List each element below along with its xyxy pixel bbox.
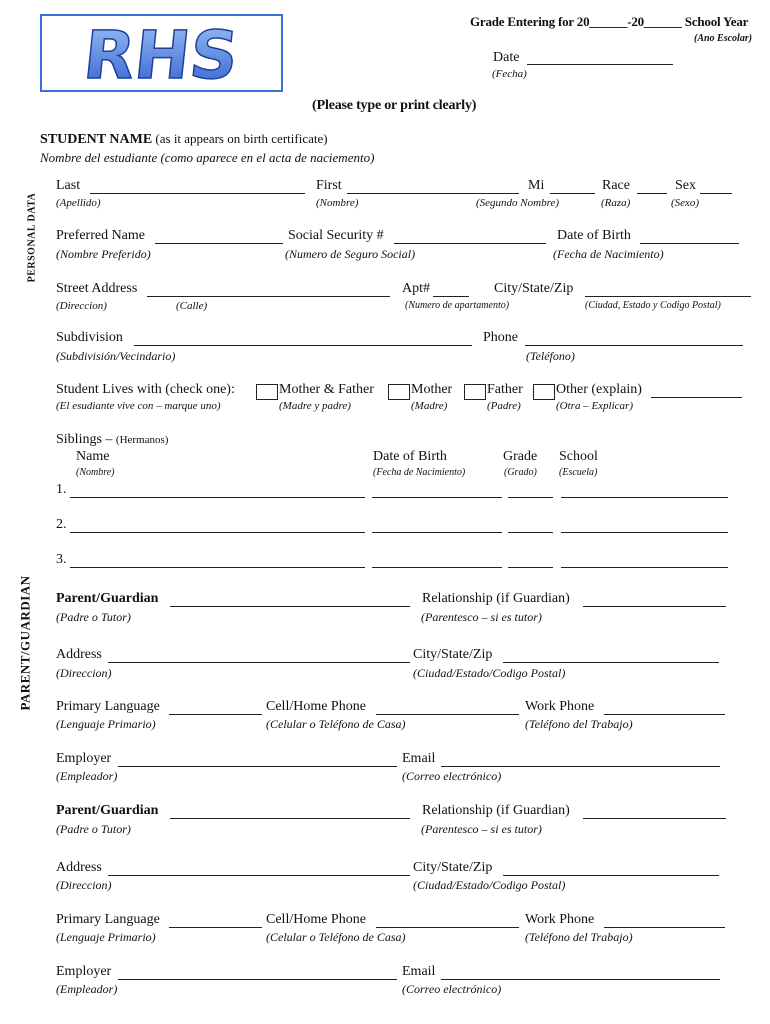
guardian1-email-field[interactable] <box>441 766 720 767</box>
guardian1-cell-es: (Celular o Teléfono de Casa) <box>266 717 406 731</box>
guardian2-employer-label: Employer <box>56 964 112 979</box>
guardian1-cell-field[interactable] <box>376 714 519 715</box>
sibling-3-dob-field[interactable] <box>372 567 502 568</box>
guardian2-cell-es: (Celular o Teléfono de Casa) <box>266 930 406 944</box>
guardian2-work-label: Work Phone <box>525 912 595 927</box>
sibling-2-number: 2. <box>56 517 67 532</box>
street-es-2: (Calle) <box>176 300 208 312</box>
phone-label: Phone <box>483 330 518 345</box>
guardian1-address-es: (Direccion) <box>56 666 112 680</box>
sibling-name-header: Name <box>76 449 110 464</box>
guardian2-language-field[interactable] <box>169 927 262 928</box>
ssn-es: (Numero de Seguro Social) <box>285 247 416 261</box>
subdivision-label: Subdivision <box>56 330 123 345</box>
guardian2-relationship-label: Relationship (if Guardian) <box>422 803 570 818</box>
school-year-es: (Ano Escolar) <box>694 33 753 44</box>
sibling-2-grade-field[interactable] <box>508 532 553 533</box>
grade-entering-label: Grade Entering for 20______-20______ School Year <box>470 14 749 29</box>
sibling-2-school-field[interactable] <box>561 532 728 533</box>
sex-field[interactable] <box>700 193 732 194</box>
personal-data-side-label: PERSONAL DATA <box>26 192 38 283</box>
first-field[interactable] <box>347 193 519 194</box>
guardian1-label: Parent/Guardian <box>56 591 159 606</box>
guardian2-email-label: Email <box>402 964 436 979</box>
other-label: Other (explain) <box>556 382 642 397</box>
phone-field[interactable] <box>525 345 743 346</box>
sibling-name-es: (Nombre) <box>76 467 115 478</box>
sibling-3-name-field[interactable] <box>70 567 365 568</box>
sex-es: (Sexo) <box>671 197 700 209</box>
guardian2-email-es: (Correo electrónico) <box>402 982 502 996</box>
other-explain-field[interactable] <box>651 397 742 398</box>
student-name-title-es: Nombre del estudiante (como aparece en el acta de naciemento) <box>40 150 375 165</box>
sibling-1-number: 1. <box>56 482 67 497</box>
print-instruction: (Please type or print clearly) <box>312 98 477 113</box>
sibling-school-header: School <box>559 449 598 464</box>
guardian1-language-label: Primary Language <box>56 699 160 714</box>
guardian2-address-label: Address <box>56 860 102 875</box>
mother-label: Mother <box>411 382 453 397</box>
guardian1-address-field[interactable] <box>108 662 410 663</box>
mi-es: (Segundo Nombre) <box>476 197 559 209</box>
guardian1-es: (Padre o Tutor) <box>56 610 131 624</box>
mother-father-es: (Madre y padre) <box>279 400 351 412</box>
guardian1-work-es: (Teléfono del Trabajo) <box>525 717 633 731</box>
sibling-3-number: 3. <box>56 552 67 567</box>
sex-label: Sex <box>675 178 696 193</box>
guardian1-field[interactable] <box>170 606 410 607</box>
guardian1-csz-label: City/State/Zip <box>413 647 493 662</box>
guardian1-cell-label: Cell/Home Phone <box>266 699 366 714</box>
last-field[interactable] <box>90 193 305 194</box>
preferred-name-es: (Nombre Preferido) <box>56 247 151 261</box>
sibling-dob-es: (Fecha de Nacimiento) <box>373 467 466 478</box>
guardian2-work-es: (Teléfono del Trabajo) <box>525 930 633 944</box>
last-label: Last <box>56 178 81 193</box>
mi-label: Mi <box>528 178 545 193</box>
mother-es: (Madre) <box>411 400 448 412</box>
sibling-1-dob-field[interactable] <box>372 497 502 498</box>
guardian1-relationship-field[interactable] <box>583 606 726 607</box>
guardian1-employer-field[interactable] <box>118 766 397 767</box>
subdivision-es: (Subdivisión/Vecindario) <box>56 349 176 363</box>
street-address-field[interactable] <box>147 296 390 297</box>
apt-field[interactable] <box>433 296 469 297</box>
sibling-school-es: (Escuela) <box>559 467 598 478</box>
race-field[interactable] <box>637 193 667 194</box>
guardian2-csz-field[interactable] <box>503 875 719 876</box>
guardian1-csz-es: (Ciudad/Estado/Codigo Postal) <box>413 666 566 680</box>
guardian1-language-field[interactable] <box>169 714 262 715</box>
last-es: (Apellido) <box>56 197 101 209</box>
city-state-zip-label: City/State/Zip <box>494 281 574 296</box>
guardian2-employer-field[interactable] <box>118 979 397 980</box>
city-state-zip-es: (Ciudad, Estado y Codigo Postal) <box>585 300 721 311</box>
other-es: (Otra – Explicar) <box>556 400 633 412</box>
date-es: (Fecha) <box>492 68 527 80</box>
guardian2-es: (Padre o Tutor) <box>56 822 131 836</box>
preferred-name-field[interactable] <box>155 243 283 244</box>
guardian2-employer-es: (Empleador) <box>56 982 118 996</box>
guardian2-relationship-field[interactable] <box>583 818 726 819</box>
sibling-2-name-field[interactable] <box>70 532 365 533</box>
guardian1-relationship-es: (Parentesco – si es tutor) <box>421 610 542 624</box>
lives-with-label: Student Lives with (check one): <box>56 382 235 397</box>
parent-guardian-side-label: PARENT/GUARDIAN <box>17 575 33 711</box>
guardian1-employer-es: (Empleador) <box>56 769 118 783</box>
sibling-2-dob-field[interactable] <box>372 532 502 533</box>
guardian2-cell-label: Cell/Home Phone <box>266 912 366 927</box>
sibling-1-grade-field[interactable] <box>508 497 553 498</box>
guardian1-language-es: (Lenguaje Primario) <box>56 717 156 731</box>
logo-text: RHS <box>80 17 242 90</box>
guardian2-csz-es: (Ciudad/Estado/Codigo Postal) <box>413 878 566 892</box>
race-label: Race <box>602 178 630 193</box>
first-es: (Nombre) <box>316 197 359 209</box>
sibling-3-school-field[interactable] <box>561 567 728 568</box>
subdivision-field[interactable] <box>134 345 472 346</box>
guardian2-email-field[interactable] <box>441 979 720 980</box>
guardian1-email-es: (Correo electrónico) <box>402 769 502 783</box>
student-name-title: STUDENT NAME (as it appears on birth certificate) <box>40 131 328 147</box>
other-checkbox[interactable] <box>533 384 555 400</box>
date-label: Date <box>493 50 520 65</box>
guardian2-relationship-es: (Parentesco – si es tutor) <box>421 822 542 836</box>
mother-checkbox[interactable] <box>388 384 410 400</box>
guardian1-employer-label: Employer <box>56 751 112 766</box>
guardian1-relationship-label: Relationship (if Guardian) <box>422 591 570 606</box>
mother-father-label: Mother & Father <box>279 382 374 397</box>
sibling-1-name-field[interactable] <box>70 497 365 498</box>
city-state-zip-field[interactable] <box>585 296 751 297</box>
street-address-label: Street Address <box>56 281 138 296</box>
street-es-1: (Direccion) <box>56 300 107 312</box>
guardian1-address-label: Address <box>56 647 102 662</box>
apt-es: (Numero de apartamento) <box>405 300 510 311</box>
sibling-1-school-field[interactable] <box>561 497 728 498</box>
ssn-label: Social Security # <box>288 228 384 243</box>
guardian1-work-field[interactable] <box>604 714 725 715</box>
sibling-3-grade-field[interactable] <box>508 567 553 568</box>
guardian1-email-label: Email <box>402 751 436 766</box>
guardian2-language-es: (Lenguaje Primario) <box>56 930 156 944</box>
guardian1-work-label: Work Phone <box>525 699 595 714</box>
guardian2-address-field[interactable] <box>108 875 410 876</box>
mother-father-checkbox[interactable] <box>256 384 278 400</box>
guardian2-csz-label: City/State/Zip <box>413 860 493 875</box>
father-label: Father <box>487 382 523 397</box>
guardian1-csz-field[interactable] <box>503 662 719 663</box>
father-checkbox[interactable] <box>464 384 486 400</box>
preferred-name-label: Preferred Name <box>56 228 146 243</box>
guardian2-cell-field[interactable] <box>376 927 519 928</box>
dob-label: Date of Birth <box>557 228 631 243</box>
date-field[interactable] <box>527 64 673 65</box>
siblings-title: Siblings – (Hermanos) <box>56 432 169 447</box>
phone-es: (Teléfono) <box>526 349 575 363</box>
ssn-field[interactable] <box>394 243 546 244</box>
sibling-dob-header: Date of Birth <box>373 449 447 464</box>
mi-field[interactable] <box>550 193 595 194</box>
guardian2-address-es: (Direccion) <box>56 878 112 892</box>
race-es: (Raza) <box>601 197 631 209</box>
first-label: First <box>316 178 342 193</box>
apt-label: Apt# <box>402 281 430 296</box>
sibling-grade-header: Grade <box>503 449 538 464</box>
dob-es: (Fecha de Nacimiento) <box>553 247 664 261</box>
guardian2-language-label: Primary Language <box>56 912 160 927</box>
sibling-grade-es: (Grado) <box>504 467 537 478</box>
guardian2-work-field[interactable] <box>604 927 725 928</box>
dob-field[interactable] <box>640 243 739 244</box>
rhs-logo-graphic <box>42 16 281 90</box>
father-es: (Padre) <box>487 400 521 412</box>
guardian2-field[interactable] <box>170 818 410 819</box>
lives-with-es: (El esudiante vive con – marque uno) <box>56 400 221 412</box>
rhs-logo <box>40 14 283 92</box>
guardian2-label: Parent/Guardian <box>56 803 159 818</box>
